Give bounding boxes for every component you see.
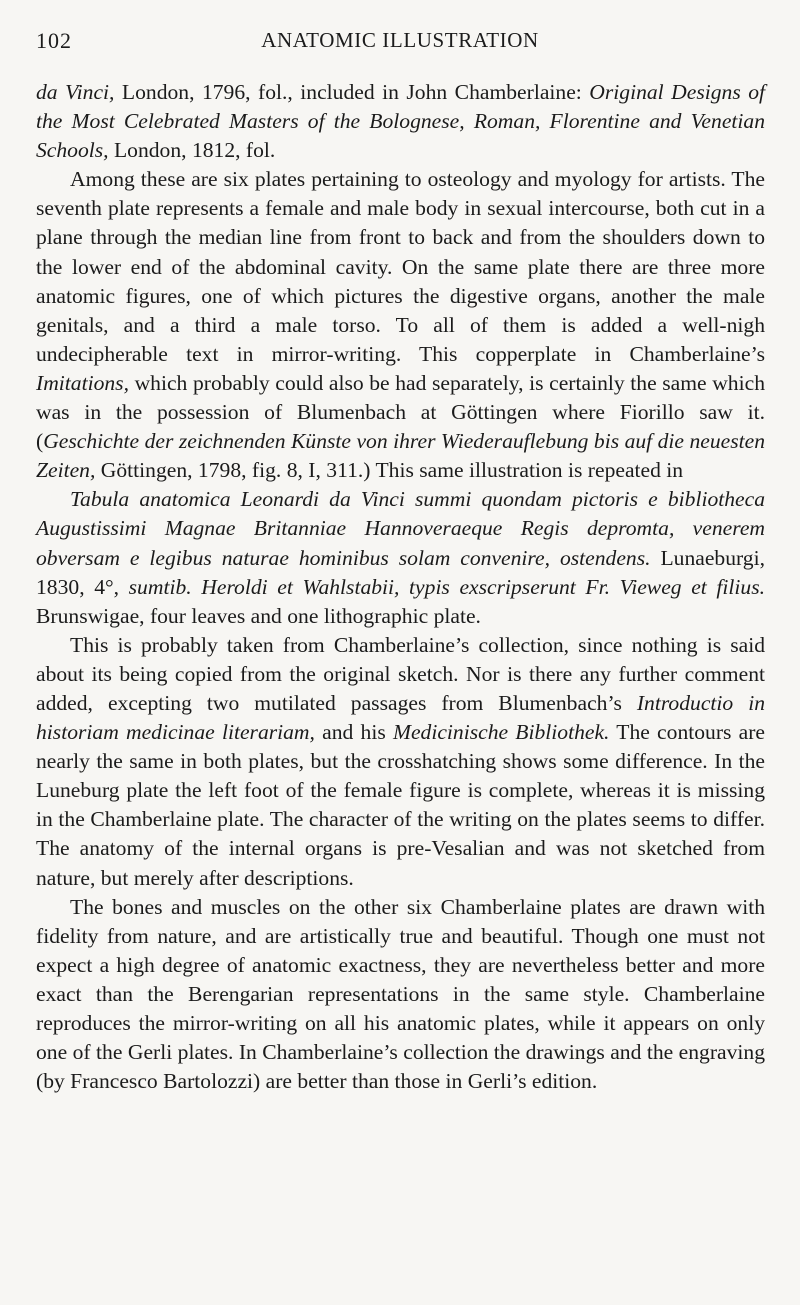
p1-text-b: London, 1796, fol., included in John Chamberlaine: — [114, 80, 590, 104]
paragraph-4 — [36, 631, 765, 893]
p2-italic-geschichte: Geschichte der zeichnenden Künste von ihrer Wiederauflebung bis auf die neuesten Zeiten, — [36, 429, 765, 483]
p3-text-b: Lunaeburgi, 1830, 4°, — [36, 545, 765, 599]
paragraph-5 — [36, 893, 765, 1097]
body-text — [36, 78, 765, 1096]
p3-italic-tabula: Tabula anatomica Leonardi da Vinci summi quondam pictoris e bibliotheca Augustissimi Magnae Britanniae Hannoveraeque Regis depromta, venerem obversam e legibus naturae hominibus solam convenire, ostendens. — [36, 487, 765, 570]
paragraph-1 — [36, 78, 765, 165]
paragraph-3-citation — [36, 485, 765, 630]
page-number: 102 — [36, 28, 72, 53]
p2-text-a: Among these are six plates pertaining to osteology and myology for artists. The seventh plate represents a female and male body in sexual intercourse, both cut in a plane through the median line from front to back and from the shoulders down to the lower end of the abdominal cavity. On the same plate there are three more anatomic figures, one of which pictures the digestive organs, another the male genitals, and a third a male torso. To all of them is added a well-nigh undecipherable text in mirror-writing. This copperplate in Chamberlaine’s — [36, 167, 765, 366]
p2-text-c: which probably could also be had separately, is certainly the same which was in the possession of Blumenbach at Göttingen where Fiorillo saw it. ( — [36, 370, 765, 454]
p5-text-a: The bones and muscles on the other six Chamberlaine plates are drawn with fidelity from nature, and are artistically true and beautiful. Though one must not expect a high degree of anatomic exactness, they are nevertheless better and more exact than the Berengarian representations in the same style. Chamberlaine reproduces the mirror-writing on all his anatomic plates, while it appears on only one of the Gerli plates. In Chamberlaine’s collection the drawings and the engraving (by Francesco Bartolozzi) are better than those in Gerli’s edition. — [36, 894, 765, 1094]
p2-text-e: Göttingen, 1798, fig. 8, I, 311.) This same illustration is repeated in — [95, 458, 684, 483]
p4-text-e: The contours are nearly the same in both plates, but the crosshatching shows some difference. In the Luneburg plate the left foot of the female figure is complete, whereas it is missing in the Chamberlaine plate. The character of the writing on the plates seems to differ. The anatomy of the internal organs is pre-Vesalian and was not sketched from nature, but merely after descriptions. — [36, 720, 765, 890]
p4-text-a: This is probably taken from Chamberlaine’s collection, since nothing is said about its being copied from the original sketch. Nor is there any further comment added, excepting two mutilated passages from Blumenbach’s — [36, 632, 765, 715]
p3-italic-sumtib: sumtib. Heroldi et Wahlstabii, typis exscripserunt Fr. Vieweg et filius. — [128, 574, 765, 599]
p1-text-d: London, 1812, fol. — [108, 138, 276, 163]
running-title: ANATOMIC ILLUSTRATION — [261, 28, 539, 52]
p1-italic-title: Original Designs of the Most Celebrated Masters of the Bolognese, Roman, Florentine and Venetian Schools, — [36, 80, 765, 163]
p4-text-c: and his — [314, 720, 393, 745]
p4-italic-introductio: Introductio in historiam medicinae literariam, — [36, 690, 765, 745]
p1-italic-a: da Vinci, — [36, 80, 115, 104]
page-header — [36, 28, 764, 56]
p2-italic-imitations: Imitations, — [36, 370, 129, 395]
p4-italic-bibliothek: Medicinische Bibliothek. — [392, 720, 610, 745]
paragraph-2 — [36, 165, 765, 485]
p3-text-d: Brunswigae, four leaves and one lithographic plate. — [36, 603, 481, 628]
